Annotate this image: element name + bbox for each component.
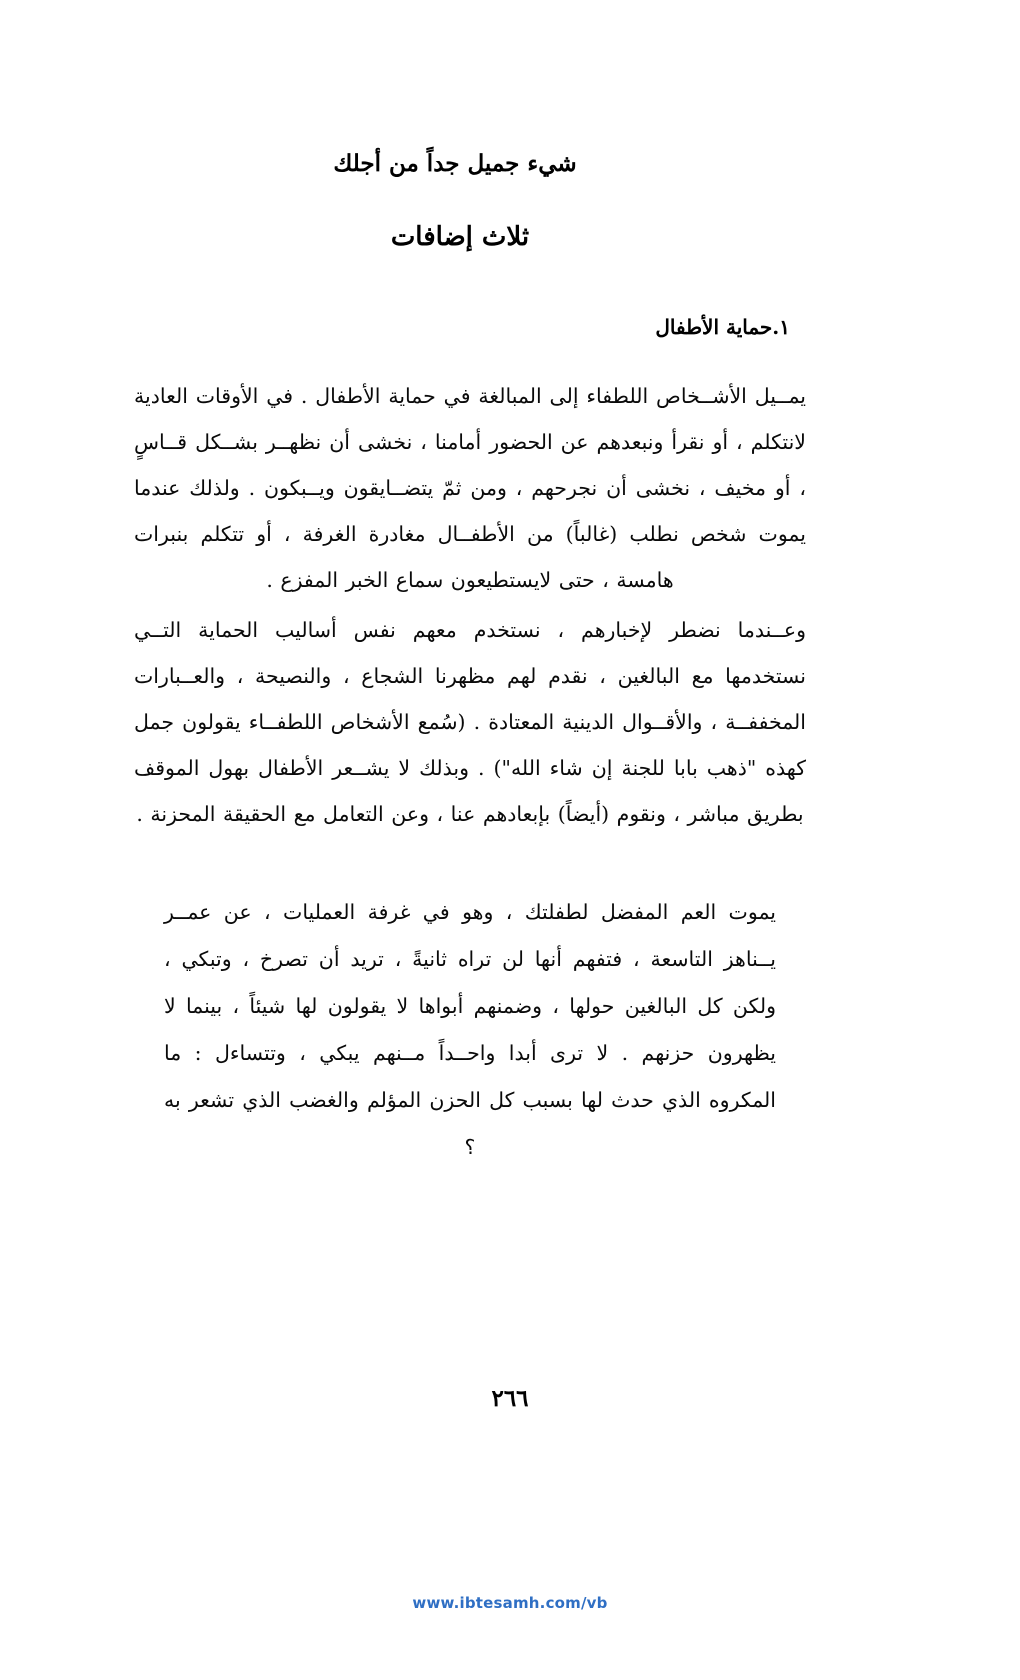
body-paragraph: يموت العم المفضل لطفلتك ، وهو في غرفة العمليات ، عن عمــر يــناهز التاسعة ، فتفهم أنها لن تراه ثانيةً ، تريد أن تصرخ ، وتبكي ، ولكن كل البالغين حولها ، وضمنهم أبواها لا يقولون لها شيئاً ، بينما لا يظهرون حزنهم . لا ترى أبدا واحــداً مــنهم يبكي ، وتتساءل : ما المكروه الذي حدث لها بسبب كل الحزن المؤلم والغضب الذي تشعر به ؟ — [164, 899, 776, 1159]
page-number: ٢٦٦ — [491, 1385, 529, 1412]
body-paragraph: وعــندما نضطر لإخبارهم ، نستخدم معهم نفس أساليب الحماية التــي نستخدمها مع البالغين ، نقدم لهم مظهرنا الشجاع ، والنصيحة ، والعــبارات المخففــة ، والأقــوال الدينية المعتادة . (سُمع الأشخاص اللطفــاء يقولون جمل كهذه "ذهب بابا للجنة إن شاء الله") . وبذلك لا يشــعر الأطفال بهول الموقف بطريق مباشر ، ونقوم (أيضاً) بإبعادهم عنا ، وعن التعامل مع الحقيقة المحزنة . — [134, 617, 806, 826]
section-heading: ١.حماية الأطفال — [655, 314, 790, 339]
body-paragraph: يمــيل الأشــخاص اللطفاء إلى المبالغة في حماية الأطفال . في الأوقات العادية لانتكلم ، أو نقرأ ونبعدهم عن الحضور أمامنا ، نخشى أن نظهــر بشــكل قــاسٍ ، أو مخيف ، نخشى أن نجرحهم ، ومن ثمّ يتضــايقون ويــبكون . ولذلك عندما يموت شخص نطلب (غالباً) من الأطفــال مغادرة الغرفة ، أو تتكلم بنبرات هامسة ، حتى لايستطيعون سماع الخبر المفزع . — [134, 383, 806, 592]
site-watermark: www.ibtesamh.com/vb — [412, 1594, 608, 1612]
page-subtitle: ثلاث إضافات — [390, 221, 530, 252]
page-title: شيء جميل جداً من أجلك — [333, 150, 577, 177]
